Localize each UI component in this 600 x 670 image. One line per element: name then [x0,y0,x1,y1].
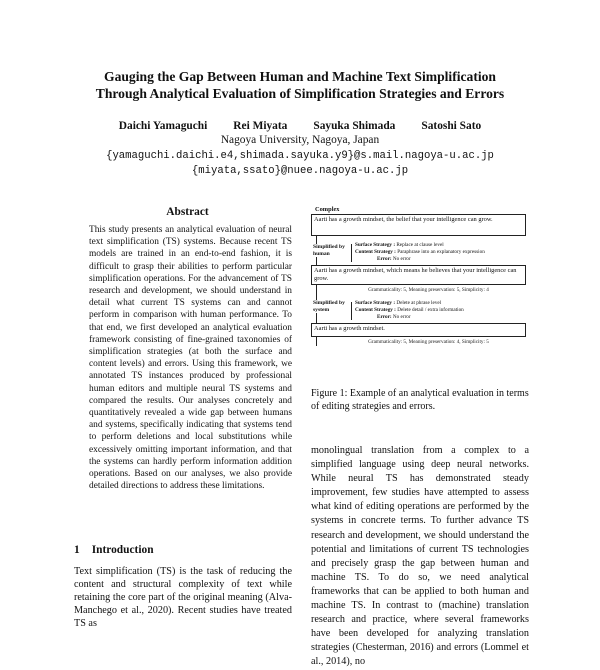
email-line-1: {yamaguchi.daichi.e4,shimada.sayuka.y9}@s.mail.nagoya-u.ac.jp [106,150,494,162]
section-heading [74,544,166,556]
system-strategies [355,300,530,321]
human-scores: Grammaticality: 5, Meaning preservation: 5, Simplicity: 4 [368,287,489,293]
system-label: Simplified by system [313,300,349,313]
figure-caption [311,388,529,413]
human-sentence: Aarti has a growth mindset, which means he believes that your intelligence can grow. [314,267,517,282]
strategy-row: Surface Strategy : Replace at clause level [355,242,444,248]
author-name: Rei Miyata [233,120,288,132]
affiliation: Nagoya University, Nagoya, Japan [220,134,380,146]
author-name: Sayuka Shimada [313,120,396,132]
title-line-1: Gauging the Gap Between Human and Machine Text Simplification [104,69,496,84]
system-scores: Grammaticality: 5, Meaning preservation: 4, Simplicity: 5 [368,339,489,345]
strategy-row: Content Strategy : Delete detail / extra information [355,307,464,313]
section-number: 1 [74,544,80,556]
human-strategies [355,242,530,263]
section-title: Introduction [91,544,154,556]
intro-right-column [311,444,529,670]
figure-caption-text: Figure 1: Example of an analytical evaluation in terms of editing strategies and errors. [311,388,529,412]
strategy-row: Content Strategy : Paraphrase into an explanatory expression [355,249,485,255]
intro-left-column [74,565,292,630]
bracket-line [351,244,352,262]
abstract-text: This study presents an analytical evaluation of neural text simplification (TS) systems. Because recent TS models are trained in an end-to-end fashion, it is difficult to grasp their abilities to perform particular simplification operations. For the advancement of TS research and development, we should understand in detail what current TS systems can and cannot perform in comparison with human performance. To that end, we first developed an analytical evaluation framework consisting of fine-grained taxonomies of simplification strategies (at both the surface and content levels) and errors. Using this framework, we annotated TS instances produced by professional human editors and multiple neural TS systems and compared the results. Our analyses concretely and quantitatively revealed a wide gap between humans and systems, specifically indicating that systems tend to perform deletions and local substitutions while excessively omitting important information, and that the systems can hardly perform information addition operations. Based on our analyses, we also provide detailed directions to address these limitations. [89,225,292,492]
bracket-line [351,302,352,320]
intro-right-text: monolingual translation from a complex to a simplified language using deep neural networks. While neural TS has demonstrated steady improvement, few studies have attempted to assess what kind of editing operations are performed by the systems in concrete terms. To further advance TS research and development, we should understand the potential and limitations of current TS technologies and precisely grasp the gap between human and machine TS. To do so, we need analytical frameworks that can be applied to both human and machine TS. In contrast to (machine) translation research and practice, where several frameworks have been developed for analyzing translation strategies (Chesterman, 2016) and errors (Lommel et al., 2014), no [311,445,529,668]
figure-1 [311,206,533,376]
author-name: Satoshi Sato [421,120,482,132]
strategy-row: Surface Strategy : Delete at phrase level [355,300,442,306]
system-sentence-box [311,323,526,337]
system-sentence: Aarti has a growth mindset. [314,325,385,332]
strategy-row: Error: No error [377,256,411,262]
intro-left-text: Text simplification (TS) is the task of reducing the content and structural complexity of text while retaining the core part of the original meaning (Alva-Manchego et al., 2020). Recent studies have treated TS as [74,566,292,629]
complex-sentence: Aarti has a growth mindset, the belief that your intelligence can grow. [314,216,493,223]
strategy-row: Error: No error [377,314,411,320]
author-name: Daichi Yamaguchi [118,120,208,132]
title-line-2: Through Analytical Evaluation of Simplification Strategies and Errors [95,86,505,101]
complex-label: Complex [315,206,340,213]
paper-title [40,68,560,102]
human-label: Simplified by human [313,244,349,257]
email-line-2: {miyata,ssato}@nuee.nagoya-u.ac.jp [191,165,409,177]
abstract-heading: Abstract [166,206,209,218]
complex-sentence-box [311,214,526,236]
human-sentence-box [311,265,526,285]
abstract-body [89,224,292,492]
author-list [40,120,560,132]
